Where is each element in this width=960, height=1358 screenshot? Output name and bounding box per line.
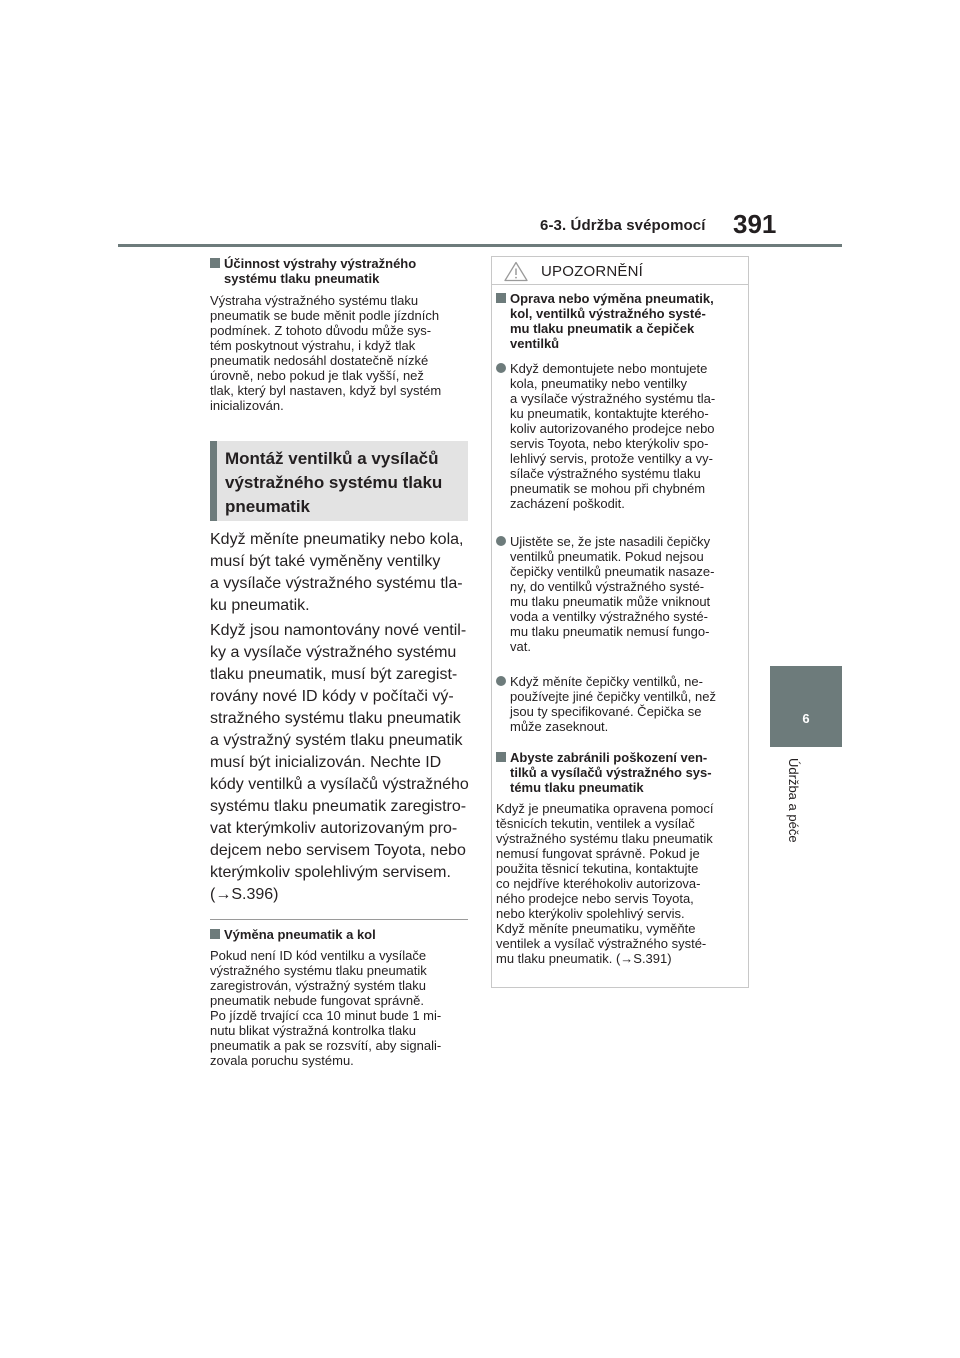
text-line: lehlivý servis, protože ventilky a vy- bbox=[510, 451, 714, 466]
text-line: kódy ventilků a vysílačů výstražného bbox=[210, 776, 469, 793]
text-line: systému tlaku pneumatik zaregistro- bbox=[210, 798, 467, 815]
text-line: musí být také vyměněny ventilky bbox=[210, 553, 441, 570]
subheading-replace-tires: Výměna pneumatik a kol bbox=[210, 927, 470, 942]
text-line: mu tlaku pneumatik a čepiček bbox=[510, 321, 695, 336]
text-line: podmínek. Z tohoto důvodu může sys- bbox=[210, 323, 432, 338]
text-line: těsnicích tekutin, ventilek a vysílač bbox=[496, 816, 695, 831]
chapter-tab-number: 6 bbox=[802, 711, 810, 726]
text-line: použita těsnicí tekutina, kontaktujte bbox=[496, 861, 699, 876]
chapter-tab-label bbox=[785, 758, 805, 868]
warning-bullet-caps bbox=[496, 534, 758, 654]
text-line: ku pneumatik, kontaktujte kterého- bbox=[510, 406, 709, 421]
text-line: Když měníte pneumatiku, vyměňte bbox=[496, 921, 696, 936]
text-line: Když měníte čepičky ventilků, ne- bbox=[510, 674, 703, 689]
section-heading-line: pneumatik bbox=[225, 497, 311, 516]
text-line: a výstražný systém tlaku pneumatik bbox=[210, 732, 463, 749]
text-line: Po jízdě trvající cca 10 minut bude 1 mi- bbox=[210, 1008, 442, 1023]
section-title: 6-3. Údržba svépomocí bbox=[540, 217, 706, 234]
text-line: co nejdříve kteréhokoliv autorizova- bbox=[496, 876, 701, 891]
text-line: ky a vysílače výstražného systému bbox=[210, 644, 457, 661]
text-line: pneumatik se bude měnit podle jízdních bbox=[210, 308, 440, 323]
text-line: používejte jiné čepičky ventilků, než bbox=[510, 689, 716, 704]
text-line: tilků a vysílačů výstražného sys- bbox=[510, 765, 712, 780]
text-line: zaregistrován, výstražný systém tlaku bbox=[210, 978, 427, 993]
section-heading bbox=[225, 447, 463, 519]
text-line: a vysílače výstražného systému tla- bbox=[210, 575, 463, 592]
warning-triangle-icon bbox=[504, 261, 528, 282]
text-line: kol, ventilků výstražného systé- bbox=[510, 306, 706, 321]
square-bullet-icon bbox=[496, 752, 506, 762]
text-line: mu tlaku pneumatik nemusí fungo- bbox=[510, 624, 710, 639]
text-line: vat. bbox=[510, 639, 531, 654]
text-line: úrovně, nebo pokud je tlak vyšší, než bbox=[210, 368, 424, 383]
text-line: vat kterýmkoliv autorizovaným pro- bbox=[210, 820, 458, 837]
text-line: Když jsou namontovány nové ventil- bbox=[210, 622, 467, 639]
square-bullet-icon bbox=[496, 293, 506, 303]
text-line: ventilků pneumatik. Pokud nejsou bbox=[510, 549, 704, 564]
text-line: Ujistěte se, že jste nasadili čepičky bbox=[510, 534, 711, 549]
text-line: mu tlaku pneumatik. (→S.391) bbox=[496, 951, 672, 966]
text-line: pneumatik nebude fungovat správně. bbox=[210, 993, 424, 1008]
text-line: tém poskytnout výstrahu, i když tlak bbox=[210, 338, 416, 353]
text-line: pneumatik se mohou při chybném bbox=[510, 481, 706, 496]
paragraph-replace-wheels bbox=[210, 529, 472, 617]
header-divider bbox=[118, 244, 842, 247]
divider bbox=[210, 919, 468, 920]
text-line: tlak, který byl nastaven, když byl systém bbox=[210, 383, 442, 398]
text-line: koliv autorizovaného prodejce nebo bbox=[510, 421, 715, 436]
warning-paragraph-sealant bbox=[496, 801, 744, 966]
text-line: Abyste zabránili poškození ven- bbox=[510, 750, 708, 765]
round-bullet-icon bbox=[496, 363, 506, 373]
paragraph-warning-effect bbox=[210, 293, 468, 413]
text-line: inicializován. bbox=[210, 398, 284, 413]
text-line: tému tlaku pneumatik bbox=[510, 780, 644, 795]
text-line: ného prodejce nebo servis Toyota, bbox=[496, 891, 694, 906]
square-bullet-icon bbox=[210, 929, 220, 939]
text-line: jsou ty specifikované. Čepička se bbox=[510, 704, 702, 719]
warning-bullet-cap-types bbox=[496, 674, 758, 734]
paragraph-register-id bbox=[210, 620, 472, 906]
text-line: tlaku pneumatik, musí být zaregist- bbox=[210, 666, 458, 683]
warning-heading-prevent-damage bbox=[496, 750, 758, 795]
section-heading-line: Montáž ventilků a vysílačů bbox=[225, 449, 439, 468]
text-line: Oprava nebo výměna pneumatik, bbox=[510, 291, 714, 306]
page-reference-link[interactable]: (→S.396) bbox=[210, 886, 279, 903]
text-line: ventilků bbox=[510, 336, 560, 351]
text-line: musí být inicializován. Nechte ID bbox=[210, 754, 442, 771]
subheading-line: Účinnost výstrahy výstražného bbox=[210, 256, 470, 271]
text-line: nemusí fungovat správně. Pokud je bbox=[496, 846, 700, 861]
section-heading-bar bbox=[210, 441, 217, 521]
text-line: kola, pneumatiky nebo ventilky bbox=[510, 376, 688, 391]
text-line: čepičky ventilků pneumatik nasaze- bbox=[510, 564, 715, 579]
warning-title: UPOZORNĚNÍ bbox=[541, 263, 644, 280]
chapter-tab-label-text: Údržba a péče bbox=[786, 758, 801, 843]
chapter-tab bbox=[770, 666, 842, 747]
text-line: nutu blikat výstražná kontrolka tlaku bbox=[210, 1023, 416, 1038]
text-line: Když demontujete nebo montujete bbox=[510, 361, 708, 376]
text-line: Když je pneumatika opravena pomocí bbox=[496, 801, 714, 816]
text-line: pneumatik nedosáhl dostatečně nízké bbox=[210, 353, 429, 368]
text-line: sílače výstražného systému tlaku bbox=[510, 466, 701, 481]
warning-bullet-mounting bbox=[496, 361, 758, 511]
subheading-warning-effect bbox=[210, 256, 470, 286]
text-line: ventilek a vysílač výstražného systé- bbox=[496, 936, 707, 951]
round-bullet-icon bbox=[496, 536, 506, 546]
warning-header-divider bbox=[491, 284, 749, 285]
text-line: Výstraha výstražného systému tlaku bbox=[210, 293, 419, 308]
text-line: voda a ventilky výstražného systé- bbox=[510, 609, 708, 624]
text-line: nebo kterýkoliv spolehlivý servis. bbox=[496, 906, 685, 921]
warning-heading-repair bbox=[496, 291, 758, 351]
page-number: 391 bbox=[733, 209, 777, 239]
paragraph-replace-tires bbox=[210, 948, 470, 1068]
text-line: Když měníte pneumatiky nebo kola, bbox=[210, 531, 464, 548]
text-line: servis Toyota, nebo kterýkoliv spo- bbox=[510, 436, 709, 451]
text-line: může zaseknout. bbox=[510, 719, 609, 734]
text-line: dejcem nebo servisem Toyota, nebo bbox=[210, 842, 466, 859]
text-line: ku pneumatik. bbox=[210, 597, 310, 614]
text-line: výstražného systému tlaku pneumatik bbox=[496, 831, 713, 846]
text-line: výstražného systému tlaku pneumatik bbox=[210, 963, 427, 978]
text-line: ny, do ventilků výstražného systé- bbox=[510, 579, 705, 594]
section-heading-line: výstražného systému tlaku bbox=[225, 473, 443, 492]
text-line: a vysílače výstražného systému tla- bbox=[510, 391, 716, 406]
text-line: mu tlaku pneumatik může vniknout bbox=[510, 594, 711, 609]
text-line: pneumatik a pak se rozsvítí, aby signali- bbox=[210, 1038, 442, 1053]
text-line: kterýmkoliv spolehlivým servisem. bbox=[210, 864, 451, 881]
round-bullet-icon bbox=[496, 676, 506, 686]
subheading-line: systému tlaku pneumatik bbox=[224, 271, 380, 286]
text-line: Pokud není ID kód ventilku a vysílače bbox=[210, 948, 427, 963]
text-line: zacházení poškodit. bbox=[510, 496, 625, 511]
text-line: rovány nové ID kódy v počítači vý- bbox=[210, 688, 454, 705]
text-line: stražného systému tlaku pneumatik bbox=[210, 710, 461, 727]
square-bullet-icon bbox=[210, 258, 220, 268]
text-line: zovala poruchu systému. bbox=[210, 1053, 354, 1068]
